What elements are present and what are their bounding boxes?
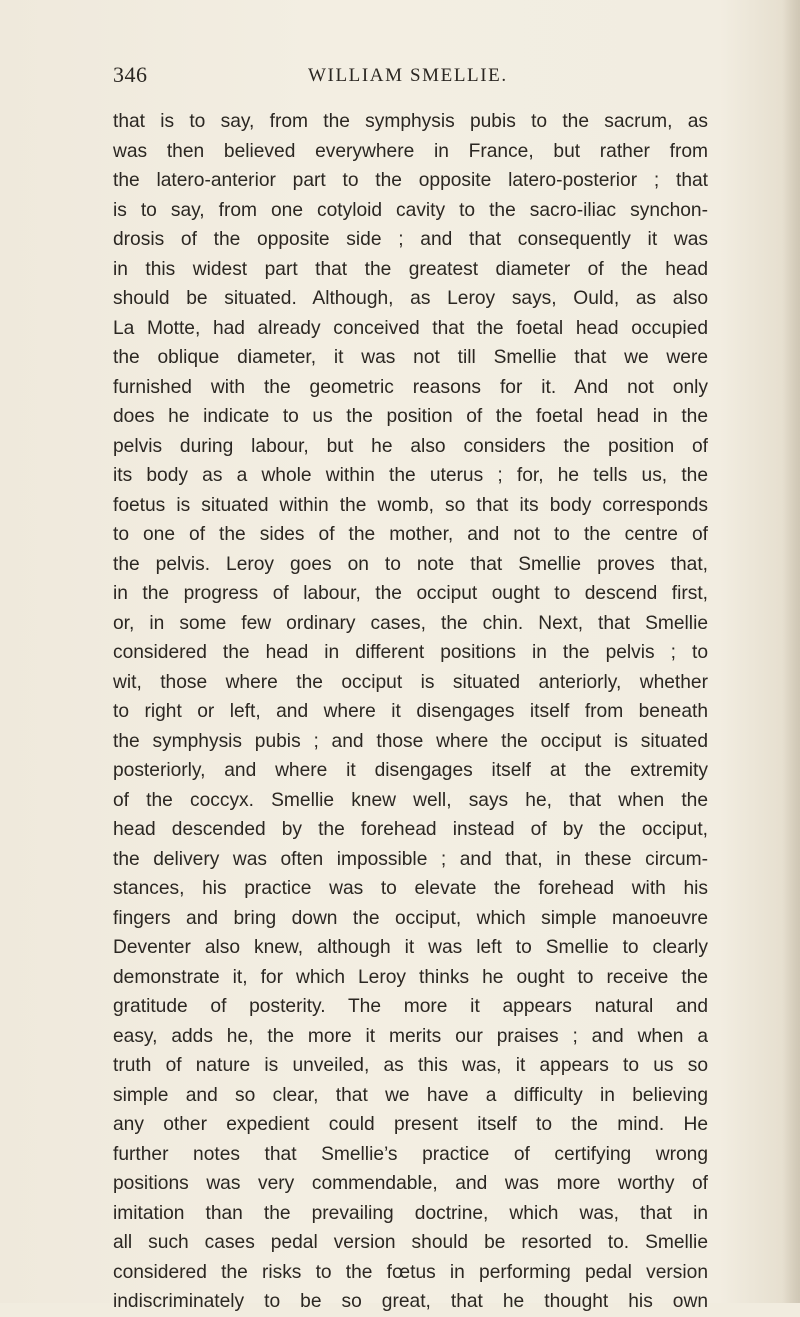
text-line: all such cases pedal version should be resorted to. Smellie [113, 1232, 708, 1253]
text-line: wit, those where the occiput is situated anteriorly, whether [113, 671, 708, 693]
text-line: the pelvis. Leroy goes on to note that Smellie proves that, [113, 553, 708, 575]
text-line: indiscriminately to be so great, that he thought his own [113, 1291, 708, 1312]
text-line: the oblique diameter, it was not till Smellie that we were [113, 347, 708, 368]
text-line: posteriorly, and where it disengages itself at the extremity [113, 760, 708, 781]
text-line: should be situated. Although, as Leroy says, Ould, as also [113, 288, 708, 309]
text-line: or, in some few ordinary cases, the chin. Next, that Smellie [113, 612, 708, 634]
text-line: positions was very commendable, and was more worthy of [113, 1173, 708, 1194]
text-line: truth of nature is unveiled, as this was, it appears to us so [113, 1055, 708, 1076]
text-line: Deventer also knew, although it was left to Smellie to clearly [113, 937, 708, 958]
page-edge-shadow [782, 0, 800, 1303]
text-line: considered the head in different positions in the pelvis ; to [113, 642, 708, 663]
text-line: foetus is situated within the womb, so that its body corresponds [113, 494, 708, 516]
text-line: imitation than the prevailing doctrine, which was, that in [113, 1202, 708, 1224]
running-head [113, 62, 703, 92]
text-line: is to say, from one cotyloid cavity to the sacro-iliac synchon- [113, 199, 708, 221]
text-line: in the progress of labour, the occiput ought to descend first, [113, 583, 708, 604]
text-line: stances, his practice was to elevate the forehead with his [113, 878, 708, 899]
text-line: head descended by the forehead instead of by the occiput, [113, 819, 708, 840]
text-line: to one of the sides of the mother, and not to the centre of [113, 524, 708, 545]
text-line: pelvis during labour, but he also considers the position of [113, 435, 708, 457]
running-title: WILLIAM SMELLIE. [308, 65, 508, 86]
text-line: the symphysis pubis ; and those where the occiput is situated [113, 730, 708, 752]
text-line: that is to say, from the symphysis pubis to the sacrum, as [113, 111, 708, 132]
text-line: gratitude of posterity. The more it appears natural and [113, 996, 708, 1017]
text-line: any other expedient could present itself to the mind. He [113, 1114, 708, 1135]
text-line: in this widest part that the greatest diameter of the head [113, 258, 708, 280]
text-line: the latero-anterior part to the opposite latero-posterior ; that [113, 170, 708, 191]
text-line: its body as a whole within the uterus ; for, he tells us, the [113, 465, 708, 486]
text-line: was then believed everywhere in France, but rather from [113, 140, 708, 162]
text-line: does he indicate to us the position of the foetal head in the [113, 406, 708, 427]
page-number: 346 [113, 62, 148, 87]
text-line: easy, adds he, the more it merits our praises ; and when a [113, 1025, 708, 1047]
text-line: drosis of the opposite side ; and that consequently it was [113, 229, 708, 250]
text-line: further notes that Smellie’s practice of certifying wrong [113, 1143, 708, 1165]
text-line: fingers and bring down the occiput, which simple manoeuvre [113, 907, 708, 929]
text-line: furnished with the geometric reasons for it. And not only [113, 376, 708, 398]
text-line: simple and so clear, that we have a difficulty in believing [113, 1084, 708, 1106]
text-line: considered the risks to the fœtus in performing pedal version [113, 1261, 708, 1283]
body-text [113, 107, 708, 1317]
text-line: the delivery was often impossible ; and that, in these circum- [113, 848, 708, 870]
text-line: to right or left, and where it disengages itself from beneath [113, 701, 708, 722]
text-line: demonstrate it, for which Leroy thinks he ought to receive the [113, 966, 708, 988]
text-line: La Motte, had already conceived that the foetal head occupied [113, 317, 708, 339]
text-line: of the coccyx. Smellie knew well, says he, that when the [113, 789, 708, 811]
